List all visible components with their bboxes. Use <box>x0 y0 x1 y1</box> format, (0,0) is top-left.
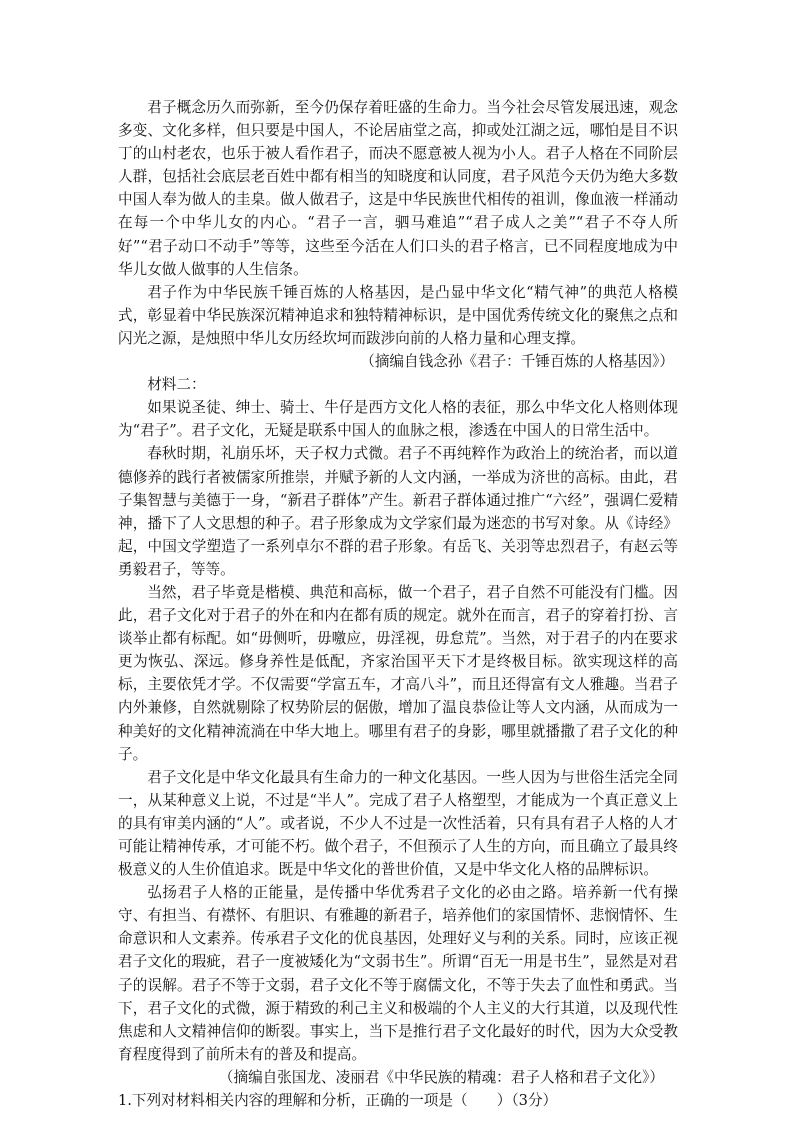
material2-paragraph-4: 君子文化是中华文化最具有生命力的一种文化基因。一些人因为与世俗生活完全同一，从某种意义上说，不过是“半人”。完成了君子人格塑型，才能成为一个真正意义上的具有审美内涵的“人”。或者说，不少人不过是一次性活着，只有具有君子人格的人才可能让精神传承，才可能不朽。做个君子，不但预示了人生的方向，而且确立了最具终极意义的人生价值追求。既是中华文化的普世价值，又是中华文化人格的品牌标识。 <box>118 768 678 879</box>
material2-paragraph-2: 春秋时期，礼崩乐坏，天子权力式微。君子不再纯粹作为政治上的统治者，而以道德修养的践行者被儒家所推崇，并赋予新的人文内涵，一举成为济世的高标。由此，君子集智慧与美德于一身，“新君子群体”产生。新君子群体通过推广“六经”，强调仁爱精神，播下了人文思想的种子。君子形象成为文学家们最为迷恋的书写对象。从《诗经》起，中国文学塑造了一系列卓尔不群的君子形象。有岳飞、关羽等忠烈君子，有赵云等勇毅君子，等等。 <box>118 445 678 578</box>
material2-paragraph-3: 当然，君子毕竟是楷模、典范和高标，做一个君子，君子自然不可能没有门槛。因此，君子文化对于君子的外在和内在都有质的规定。就外在而言，君子的穿着打扮、言谈举止都有标配。如“毋侧听，毋噭应，毋淫视，毋怠荒”。当然，对于君子的内在要求更为恢弘、深远。修身养性是低配，齐家治国平天下才是终极目标。欲实现这样的高标，主要依凭才学。不仅需要“学富五车，才高八斗”，而且还得富有文人雅趣。当君子内外兼修，自然就剔除了权势阶层的倨傲，增加了温良恭俭让等人文内涵，从而成为一种美好的文化精神流淌在中华大地上。哪里有君子的身影，哪里就播撒了君子文化的种子。 <box>118 583 678 763</box>
material2-source: （摘编自张国龙、凌丽君《中华民族的精魂：君子人格和君子文化》） <box>218 1068 664 1086</box>
material1-paragraph-1: 君子概念历久而弥新，至今仍保存着旺盛的生命力。当今社会尽管发展迅速，观念多变、文化多样，但只要是中国人，不论居庙堂之高，抑或处江湖之远，哪怕是目不识丁的山村老农，也乐于被人看作君子，而决不愿意被人视为小人。君子人格在不同阶层人群，包括社会底层老百姓中都有相当的知晓度和认同度，君子风范今天仍为绝大多数中国人奉为做人的圭臬。做人做君子，这是中华民族世代相传的祖训，像血液一样涌动在每一个中华儿女的内心。“君子一言，驷马难追”“君子成人之美”“君子不夺人所好”“君子动口不动手”等等，这些至今活在人们口头的君子格言，已不同程度地成为中华儿女做人做事的人生信条。 <box>118 99 678 278</box>
question-1: 1.下列对材料相关内容的理解和分析，正确的一项是（ ）（3分） <box>118 1092 558 1110</box>
material1-paragraph-2: 君子作为中华民族千锤百炼的人格基因，是凸显中华文化“精气神”的典范人格模式，彰显着中华民族深沉精神追求和独特精神标识，是中国优秀传统文化的聚焦之点和闪光之源，是烛照中华儿女历经坎坷而跋涉向前的人格力量和心理支撑。 <box>118 283 678 347</box>
material1-source: （摘编自钱念孙《君子：千锤百炼的人格基因》） <box>360 353 674 371</box>
material2-paragraph-1: 如果说圣徒、绅士、骑士、牛仔是西方文化人格的表征，那么中华文化人格则体现为“君子”。君子文化，无疑是联系中国人的血脉之根，渗透在中国人的日常生活中。 <box>118 399 678 440</box>
material2-label: 材料二： <box>147 376 206 394</box>
material2-paragraph-5: 弘扬君子人格的正能量，是传播中华优秀君子文化的必由之路。培养新一代有操守、有担当、有襟怀、有胆识、有雅趣的新君子，培养他们的家国情怀、悲悯情怀、生命意识和人文素养。传承君子文化的优良基因，处理好义与利的关系。同时，应该正视君子文化的瑕疵，君子一度被矮化为“文弱书生”。所谓“百无一用是书生”，显然是对君子的误解。君子不等于文弱，君子文化不等于腐儒文化，不等于失去了血性和勇武。当下，君子文化的式微，源于精致的利己主义和极端的个人主义的大行其道，以及现代性焦虑和人文精神信仰的断裂。事实上，当下是推行君子文化最好的时代，因为大众受教育程度得到了前所未有的普及和提高。 <box>118 884 678 1063</box>
document-page <box>118 96 678 1112</box>
